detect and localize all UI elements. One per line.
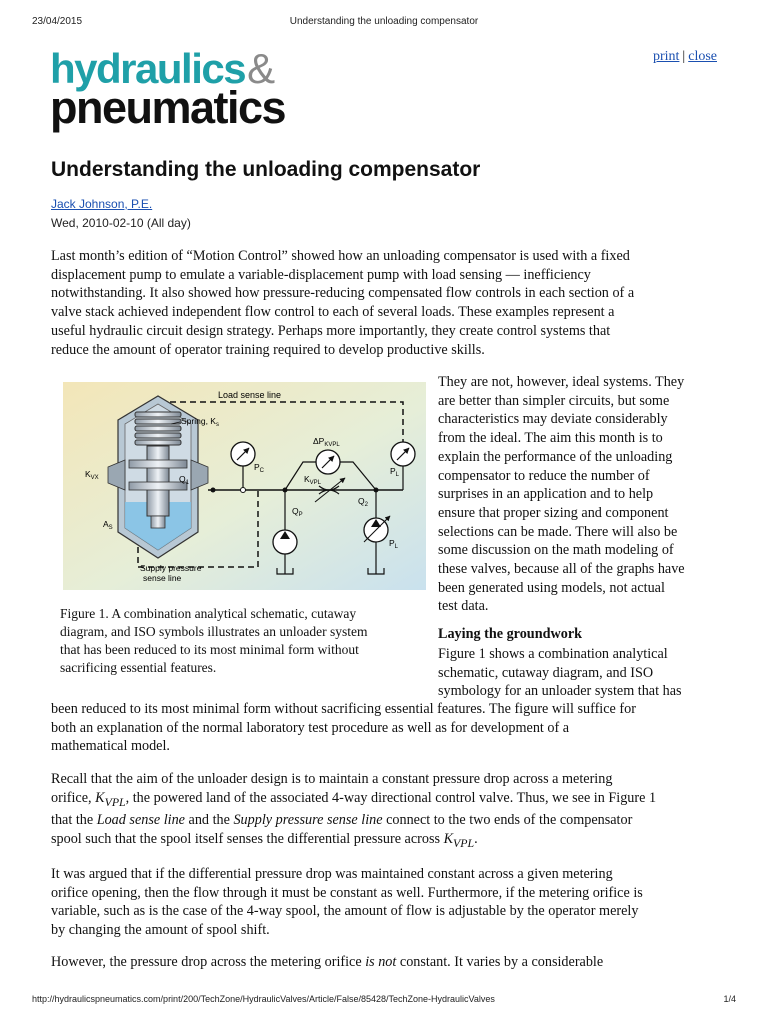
argued-paragraph: It was argued that if the differential pressure drop was maintained constant across a given metering orifice opening, then the flow through it must be constant as well. Furthermore, if the metering orifice is variable, such as is the case of the 4-way spool, the amount of flow is adjustable by the operator merely by changing the amount of spool shift.: [51, 866, 643, 939]
article-date: Wed, 2010-02-10 (All day): [51, 216, 191, 230]
valve-spring: [135, 412, 181, 445]
spring-label: Spring, $K_s$: [181, 416, 219, 428]
section-heading-groundwork: Laying the groundwork: [438, 626, 583, 642]
kvpl-symbol: $K_{VPL}$: [443, 830, 475, 850]
logo-word-pneumatics: pneumatics: [50, 82, 286, 133]
right-column-paragraph: They are not, however, ideal systems. They are better than simpler circuits, but some characteristics may deviate considerably from the ideal. The aim this month is to explain the performance of the unloading compensator to reduce the number of surprises in an application and to help ensure that proper sizing and component selections can be made. There will also be some discussion on the math modeling of these valves, because all of the graphs have been generated using models, not actual test data.: [438, 374, 685, 615]
figure-1-caption: Figure 1. A combination analytical schematic, cutaway diagram, and ISO symbols illustrates an unloader system that has been reduced to its most minimal form without sacrificing essential features.: [60, 606, 368, 675]
kvpl-label: $K_{VPL}$: [304, 474, 322, 486]
as-label: $A_S$: [103, 519, 113, 531]
author-link[interactable]: Jack Johnson, P.E.: [51, 197, 153, 211]
q2-label: $Q_2$: [358, 496, 368, 508]
delta-p-label: $\Delta P_{KVPL}$: [313, 436, 340, 448]
print-date: 23/04/2015: [32, 16, 83, 27]
pl2-label: $P_L$: [389, 538, 399, 550]
groundwork-paragraph-continued: been reduced to its most minimal form without sacrificing essential features. The figure will suffice for both an explanation of the normal laboratory test procedure as well as for development of a mathematical model.: [51, 701, 636, 755]
page-url: http://hydraulicspneumatics.com/print/200/TechZone/HydraulicValves/Article/False/85428/TechZone-HydraulicValves: [32, 994, 495, 1004]
kvx-label: $K_{VX}$: [85, 469, 99, 481]
print-close-links: [653, 49, 717, 65]
close-link[interactable]: close: [688, 49, 717, 64]
supply-label-1: Supply pressure: [140, 563, 202, 573]
load-sense-label: Load sense line: [218, 390, 282, 400]
pl-label: $P_L$: [390, 466, 400, 478]
however-paragraph: However, the pressure drop across the metering orifice is not constant. It varies by a considerable: [51, 954, 604, 970]
page-number: 1/4: [723, 994, 736, 1004]
qp-label: $Q_P$: [292, 506, 303, 518]
q1-label: $Q_1$: [179, 474, 189, 486]
link-separator: |: [682, 49, 686, 64]
recall-paragraph: Recall that the aim of the unloader design is to maintain a constant pressure drop across a metering orifice, $K_{VPL}$, the powered land of the associated 4-way directional control valve. Thus, we see in Figure 1 that the Load sense line and the Supply pressure sense line connect to the two ends of the compensator spool such that the spool itself senses the differential pressure across $K_{VPL}$.: [51, 771, 657, 850]
article-title: Understanding the unloading compensator: [51, 158, 481, 181]
compensator-spool: [147, 446, 169, 516]
logo-ampersand: &: [247, 45, 274, 92]
supply-label-2: sense line: [143, 573, 182, 583]
figure-1-schematic: [63, 382, 426, 590]
print-link[interactable]: print: [652, 49, 680, 64]
print-page-title: Understanding the unloading compensator: [289, 16, 479, 27]
logo-word-hydraulics: hydraulics: [50, 45, 246, 92]
pc-label: $P_C$: [254, 462, 265, 474]
groundwork-paragraph-start: Figure 1 shows a combination analytical schematic, cutaway diagram, and ISO symbology for an unloader system that has: [438, 646, 682, 700]
kvpl-symbol: $K_{VPL}$: [95, 789, 126, 809]
site-logo[interactable]: [50, 46, 310, 136]
intro-paragraph: Last month’s edition of “Motion Control” showed how an unloading compensator is used with a fixed displacement pump to emulate a variable-displacement pump with load sensing — inefficiency notwithstanding. It also showed how pressure-reducing compensated flow controls in each section of a valve stack achieved independent flow control to each of several loads. These examples represent a useful hydraulic circuit design strategy. Perhaps more importantly, they create control systems that reduce the amount of operator training required to develop productive skills.: [51, 248, 635, 358]
